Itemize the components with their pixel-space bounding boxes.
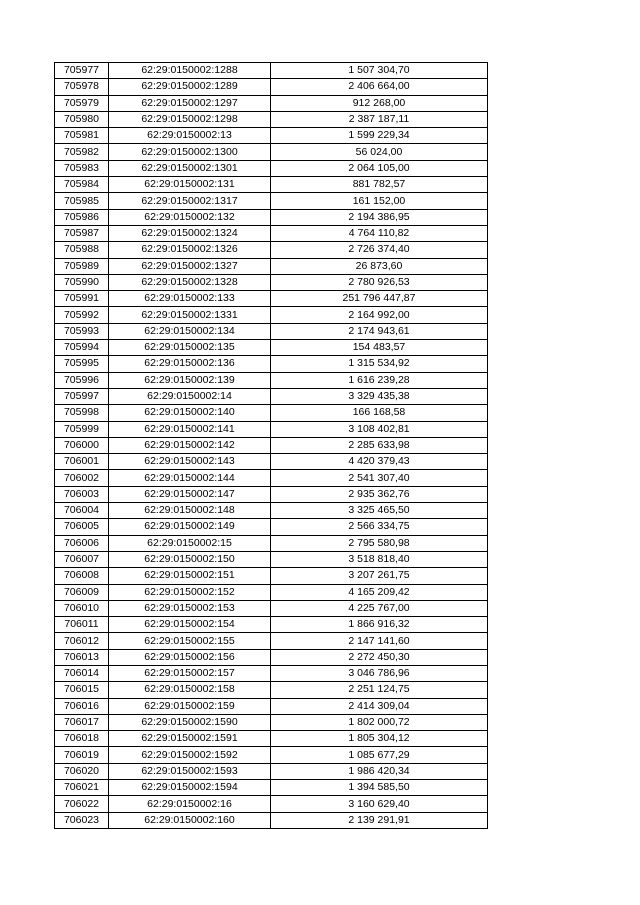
row-number-cell: 706016 <box>55 698 109 714</box>
cadastral-number-cell: 62:29:0150002:150 <box>109 551 271 567</box>
row-number-cell: 705982 <box>55 144 109 160</box>
cadastral-number-cell: 62:29:0150002:132 <box>109 209 271 225</box>
row-number-cell: 705977 <box>55 63 109 79</box>
cadastral-value-cell: 2 387 187,11 <box>271 111 488 127</box>
table-row <box>55 454 488 470</box>
cadastral-number-cell: 62:29:0150002:136 <box>109 356 271 372</box>
row-number-cell: 706009 <box>55 584 109 600</box>
cadastral-value-cell: 2 406 664,00 <box>271 79 488 95</box>
cadastral-number-cell: 62:29:0150002:1317 <box>109 193 271 209</box>
cadastral-number-cell: 62:29:0150002:1324 <box>109 225 271 241</box>
row-number-cell: 705998 <box>55 405 109 421</box>
table-row <box>55 177 488 193</box>
table-row <box>55 79 488 95</box>
row-number-cell: 706022 <box>55 796 109 812</box>
cadastral-number-cell: 62:29:0150002:1590 <box>109 714 271 730</box>
cadastral-number-cell: 62:29:0150002:148 <box>109 503 271 519</box>
cadastral-number-cell: 62:29:0150002:142 <box>109 437 271 453</box>
table-row <box>55 812 488 828</box>
cadastral-value-cell: 2 726 374,40 <box>271 242 488 258</box>
row-number-cell: 705978 <box>55 79 109 95</box>
cadastral-number-cell: 62:29:0150002:1298 <box>109 111 271 127</box>
cadastral-number-cell: 62:29:0150002:1327 <box>109 258 271 274</box>
table-row <box>55 731 488 747</box>
table-row <box>55 291 488 307</box>
cadastral-value-cell: 2 174 943,61 <box>271 323 488 339</box>
table-row <box>55 372 488 388</box>
table-row <box>55 128 488 144</box>
row-number-cell: 705986 <box>55 209 109 225</box>
cadastral-value-cell: 2 285 633,98 <box>271 437 488 453</box>
cadastral-value-cell: 2 795 580,98 <box>271 535 488 551</box>
cadastral-value-cell: 26 873,60 <box>271 258 488 274</box>
row-number-cell: 705988 <box>55 242 109 258</box>
cadastral-value-cell: 2 935 362,76 <box>271 486 488 502</box>
cadastral-value-cell: 1 866 916,32 <box>271 617 488 633</box>
cadastral-number-cell: 62:29:0150002:16 <box>109 796 271 812</box>
cadastral-number-cell: 62:29:0150002:156 <box>109 649 271 665</box>
cadastral-number-cell: 62:29:0150002:15 <box>109 535 271 551</box>
cadastral-number-cell: 62:29:0150002:1288 <box>109 63 271 79</box>
cadastral-value-cell: 2 566 334,75 <box>271 519 488 535</box>
table-row <box>55 340 488 356</box>
table-row <box>55 160 488 176</box>
cadastral-value-cell: 2 251 124,75 <box>271 682 488 698</box>
row-number-cell: 705979 <box>55 95 109 111</box>
table-row <box>55 796 488 812</box>
cadastral-number-cell: 62:29:0150002:152 <box>109 584 271 600</box>
cadastral-value-cell: 3 518 818,40 <box>271 551 488 567</box>
row-number-cell: 705994 <box>55 340 109 356</box>
cadastral-value-cell: 1 315 534,92 <box>271 356 488 372</box>
cadastral-number-cell: 62:29:0150002:1300 <box>109 144 271 160</box>
cadastral-number-cell: 62:29:0150002:160 <box>109 812 271 828</box>
cadastral-value-cell: 3 207 261,75 <box>271 568 488 584</box>
table-row <box>55 633 488 649</box>
cadastral-value-cell: 166 168,58 <box>271 405 488 421</box>
table-row <box>55 144 488 160</box>
cadastral-value-cell: 4 225 767,00 <box>271 600 488 616</box>
table-row <box>55 649 488 665</box>
cadastral-value-cell: 2 194 386,95 <box>271 209 488 225</box>
row-number-cell: 706000 <box>55 437 109 453</box>
cadastral-value-table <box>54 62 488 829</box>
row-number-cell: 705995 <box>55 356 109 372</box>
cadastral-number-cell: 62:29:0150002:133 <box>109 291 271 307</box>
table-body <box>55 63 488 829</box>
table-row <box>55 421 488 437</box>
cadastral-value-cell: 3 329 435,38 <box>271 388 488 404</box>
cadastral-value-cell: 161 152,00 <box>271 193 488 209</box>
table-row <box>55 665 488 681</box>
cadastral-number-cell: 62:29:0150002:158 <box>109 682 271 698</box>
table-row <box>55 714 488 730</box>
row-number-cell: 706019 <box>55 747 109 763</box>
cadastral-number-cell: 62:29:0150002:1297 <box>109 95 271 111</box>
row-number-cell: 706006 <box>55 535 109 551</box>
cadastral-number-cell: 62:29:0150002:140 <box>109 405 271 421</box>
row-number-cell: 705983 <box>55 160 109 176</box>
cadastral-number-cell: 62:29:0150002:147 <box>109 486 271 502</box>
cadastral-value-cell: 2 164 992,00 <box>271 307 488 323</box>
row-number-cell: 706021 <box>55 780 109 796</box>
row-number-cell: 705999 <box>55 421 109 437</box>
table-row <box>55 600 488 616</box>
row-number-cell: 705992 <box>55 307 109 323</box>
row-number-cell: 706018 <box>55 731 109 747</box>
row-number-cell: 706010 <box>55 600 109 616</box>
cadastral-value-cell: 4 420 379,43 <box>271 454 488 470</box>
cadastral-number-cell: 62:29:0150002:143 <box>109 454 271 470</box>
table-row <box>55 503 488 519</box>
row-number-cell: 706003 <box>55 486 109 502</box>
cadastral-number-cell: 62:29:0150002:14 <box>109 388 271 404</box>
cadastral-value-cell: 1 599 229,34 <box>271 128 488 144</box>
cadastral-value-cell: 881 782,57 <box>271 177 488 193</box>
cadastral-number-cell: 62:29:0150002:157 <box>109 665 271 681</box>
row-number-cell: 706023 <box>55 812 109 828</box>
cadastral-number-cell: 62:29:0150002:1328 <box>109 274 271 290</box>
cadastral-number-cell: 62:29:0150002:151 <box>109 568 271 584</box>
cadastral-number-cell: 62:29:0150002:13 <box>109 128 271 144</box>
cadastral-value-cell: 2 064 105,00 <box>271 160 488 176</box>
table-row <box>55 95 488 111</box>
row-number-cell: 705989 <box>55 258 109 274</box>
cadastral-value-cell: 1 085 677,29 <box>271 747 488 763</box>
table-row <box>55 274 488 290</box>
table-row <box>55 258 488 274</box>
cadastral-value-cell: 3 108 402,81 <box>271 421 488 437</box>
table-row <box>55 682 488 698</box>
cadastral-value-cell: 2 139 291,91 <box>271 812 488 828</box>
cadastral-value-cell: 56 024,00 <box>271 144 488 160</box>
table-row <box>55 486 488 502</box>
cadastral-value-cell: 2 272 450,30 <box>271 649 488 665</box>
cadastral-number-cell: 62:29:0150002:1326 <box>109 242 271 258</box>
cadastral-number-cell: 62:29:0150002:149 <box>109 519 271 535</box>
cadastral-number-cell: 62:29:0150002:155 <box>109 633 271 649</box>
row-number-cell: 706011 <box>55 617 109 633</box>
row-number-cell: 706004 <box>55 503 109 519</box>
row-number-cell: 706002 <box>55 470 109 486</box>
cadastral-number-cell: 62:29:0150002:1594 <box>109 780 271 796</box>
cadastral-value-cell: 1 394 585,50 <box>271 780 488 796</box>
cadastral-value-cell: 2 541 307,40 <box>271 470 488 486</box>
cadastral-value-cell: 1 507 304,70 <box>271 63 488 79</box>
cadastral-number-cell: 62:29:0150002:1593 <box>109 763 271 779</box>
row-number-cell: 706013 <box>55 649 109 665</box>
cadastral-value-cell: 154 483,57 <box>271 340 488 356</box>
table-row <box>55 405 488 421</box>
cadastral-number-cell: 62:29:0150002:139 <box>109 372 271 388</box>
table-row <box>55 568 488 584</box>
cadastral-value-cell: 4 764 110,82 <box>271 225 488 241</box>
row-number-cell: 706005 <box>55 519 109 535</box>
cadastral-value-cell: 4 165 209,42 <box>271 584 488 600</box>
cadastral-number-cell: 62:29:0150002:1592 <box>109 747 271 763</box>
cadastral-number-cell: 62:29:0150002:134 <box>109 323 271 339</box>
row-number-cell: 706015 <box>55 682 109 698</box>
row-number-cell: 705990 <box>55 274 109 290</box>
cadastral-value-cell: 3 325 465,50 <box>271 503 488 519</box>
cadastral-value-cell: 1 802 000,72 <box>271 714 488 730</box>
cadastral-number-cell: 62:29:0150002:1331 <box>109 307 271 323</box>
table-row <box>55 323 488 339</box>
cadastral-number-cell: 62:29:0150002:144 <box>109 470 271 486</box>
table-row <box>55 584 488 600</box>
table-row <box>55 470 488 486</box>
row-number-cell: 706007 <box>55 551 109 567</box>
row-number-cell: 705997 <box>55 388 109 404</box>
row-number-cell: 706012 <box>55 633 109 649</box>
row-number-cell: 705991 <box>55 291 109 307</box>
table-row <box>55 111 488 127</box>
cadastral-number-cell: 62:29:0150002:1591 <box>109 731 271 747</box>
row-number-cell: 705993 <box>55 323 109 339</box>
cadastral-value-cell: 251 796 447,87 <box>271 291 488 307</box>
cadastral-value-cell: 2 147 141,60 <box>271 633 488 649</box>
table-row <box>55 193 488 209</box>
table-row <box>55 519 488 535</box>
row-number-cell: 706008 <box>55 568 109 584</box>
row-number-cell: 706001 <box>55 454 109 470</box>
row-number-cell: 705985 <box>55 193 109 209</box>
table-row <box>55 242 488 258</box>
table-row <box>55 356 488 372</box>
cadastral-number-cell: 62:29:0150002:153 <box>109 600 271 616</box>
cadastral-number-cell: 62:29:0150002:154 <box>109 617 271 633</box>
row-number-cell: 705980 <box>55 111 109 127</box>
table-row <box>55 437 488 453</box>
cadastral-value-cell: 2 780 926,53 <box>271 274 488 290</box>
table-row <box>55 307 488 323</box>
cadastral-number-cell: 62:29:0150002:159 <box>109 698 271 714</box>
row-number-cell: 705996 <box>55 372 109 388</box>
table-row <box>55 63 488 79</box>
cadastral-value-cell: 912 268,00 <box>271 95 488 111</box>
cadastral-number-cell: 62:29:0150002:131 <box>109 177 271 193</box>
cadastral-number-cell: 62:29:0150002:1301 <box>109 160 271 176</box>
table-row <box>55 225 488 241</box>
cadastral-number-cell: 62:29:0150002:135 <box>109 340 271 356</box>
cadastral-value-cell: 1 805 304,12 <box>271 731 488 747</box>
table-row <box>55 551 488 567</box>
row-number-cell: 706014 <box>55 665 109 681</box>
row-number-cell: 705987 <box>55 225 109 241</box>
table-row <box>55 747 488 763</box>
row-number-cell: 705981 <box>55 128 109 144</box>
table-row <box>55 780 488 796</box>
table-row <box>55 617 488 633</box>
cadastral-value-cell: 3 160 629,40 <box>271 796 488 812</box>
table-row <box>55 388 488 404</box>
row-number-cell: 706017 <box>55 714 109 730</box>
cadastral-value-cell: 2 414 309,04 <box>271 698 488 714</box>
table-row <box>55 763 488 779</box>
cadastral-number-cell: 62:29:0150002:141 <box>109 421 271 437</box>
table-row <box>55 209 488 225</box>
row-number-cell: 705984 <box>55 177 109 193</box>
table-row <box>55 698 488 714</box>
cadastral-value-cell: 3 046 786,96 <box>271 665 488 681</box>
cadastral-value-cell: 1 616 239,28 <box>271 372 488 388</box>
row-number-cell: 706020 <box>55 763 109 779</box>
cadastral-number-cell: 62:29:0150002:1289 <box>109 79 271 95</box>
cadastral-value-cell: 1 986 420,34 <box>271 763 488 779</box>
table-row <box>55 535 488 551</box>
